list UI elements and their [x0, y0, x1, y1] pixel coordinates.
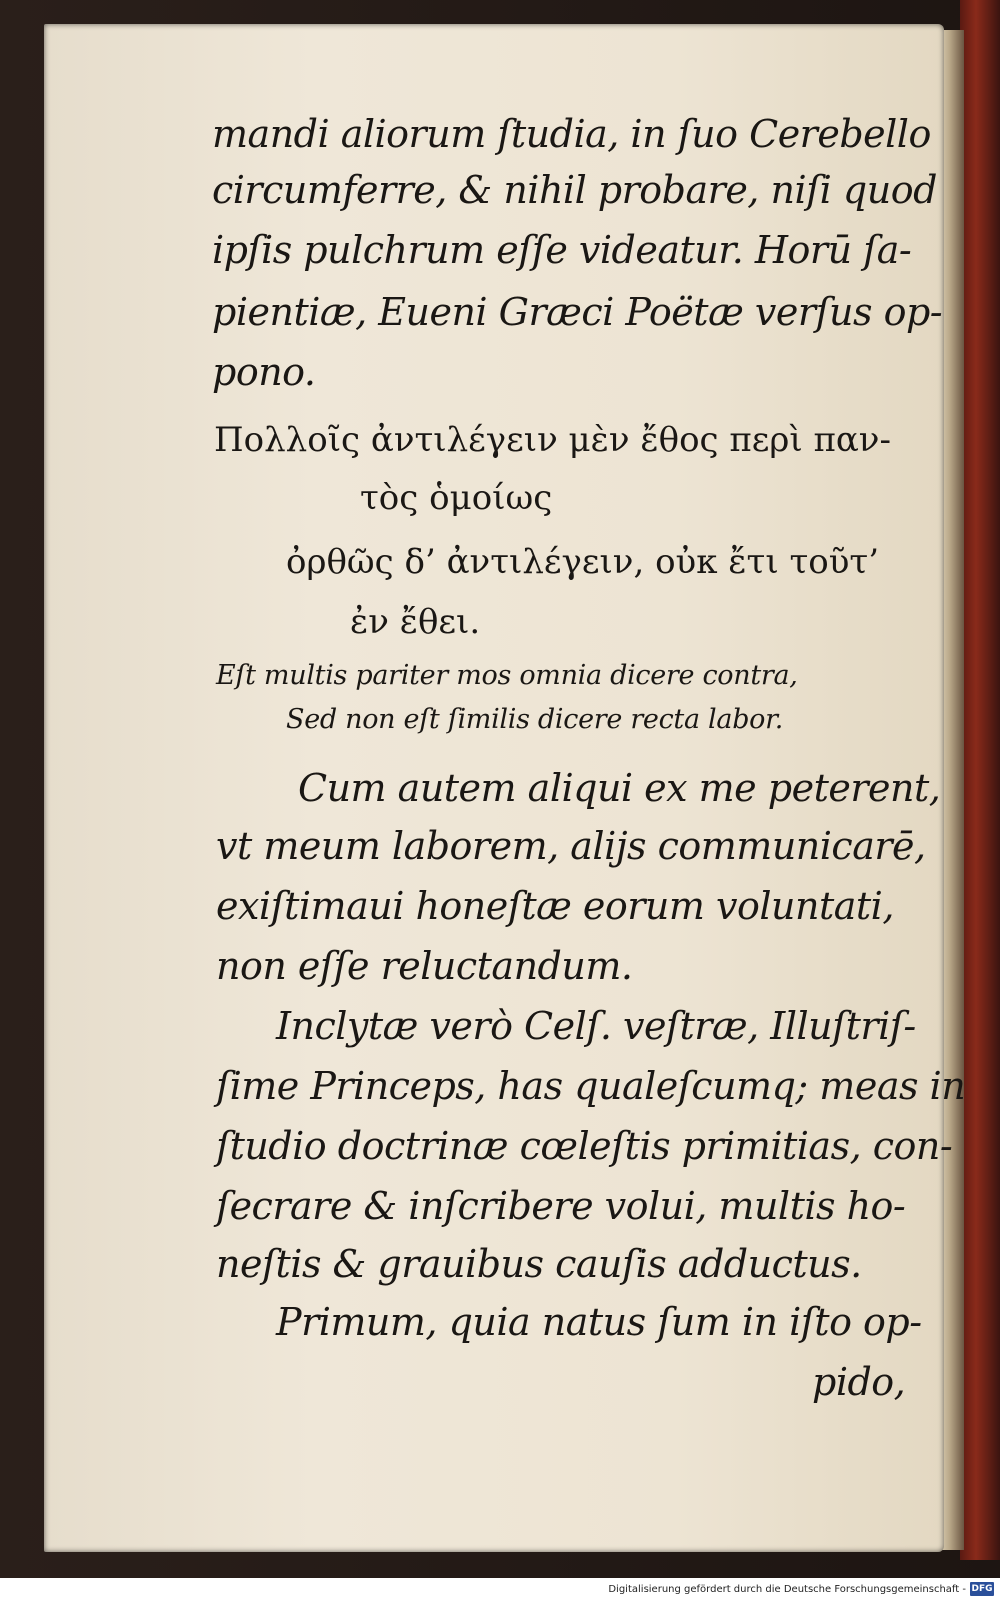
- paragraph2-line-4: non eſſe reluctandum.: [216, 944, 633, 988]
- paragraph3-line-4: ſecrare & inſcribere volui, multis ho-: [216, 1184, 906, 1228]
- paragraph3-line-1: Inclytæ verò Celſ. veſtræ, Illuſtriſ-: [276, 1004, 916, 1048]
- latin-verse-line-2: Sed non eſt ſimilis dicere recta labor.: [286, 704, 784, 735]
- paragraph3-line-5: neſtis & grauibus cauſis adductus.: [216, 1242, 862, 1286]
- greek-line-4: ἐν ἔθει.: [350, 602, 481, 642]
- dfg-logo: DFG: [971, 1584, 993, 1594]
- paragraph3-line-3: ſtudio doctrinæ cœleſtis primitias, con-: [216, 1124, 953, 1168]
- text-line-2: circumferre, & nihil probare, niſi quod: [212, 168, 937, 212]
- paragraph3-line-2: ſime Princeps, has qualeſcumq; meas in: [216, 1064, 966, 1108]
- paragraph2-line-3: exiſtimaui honeſtæ eorum voluntati,: [216, 884, 894, 928]
- greek-line-1: Πολλοῖς ἀντιλέγειν μὲν ἔθος περὶ παν-: [214, 420, 891, 460]
- paragraph4-line-1: Primum, quia natus ſum in iſto op-: [276, 1300, 922, 1344]
- text-line-5: pono.: [212, 350, 316, 394]
- latin-verse-line-1: Eſt multis pariter mos omnia dicere contra,: [216, 660, 798, 691]
- text-line-1: mandi aliorum ſtudia, in ſuo Cerebello: [212, 112, 931, 156]
- book-binding-edge: [960, 0, 1000, 1560]
- text-line-3: ipſis pulchrum eſſe videatur. Horū ſa-: [212, 228, 912, 272]
- catchword: pido,: [812, 1360, 906, 1404]
- paragraph2-line-2: vt meum laborem, alijs communicarē,: [216, 824, 926, 868]
- paragraph2-line-1: Cum autem aliqui ex me peterent,: [298, 766, 941, 810]
- funding-notice: Digitalisierung gefördert durch die Deutsche Forschungsgemeinschaft -: [608, 1584, 966, 1595]
- text-line-4: pientiæ, Eueni Græci Poëtæ verſus op-: [212, 290, 943, 334]
- greek-line-3: ὀρθῶς δ’ ἀντιλέγειν, οὐκ ἔτι τοῦτ’: [286, 542, 880, 582]
- greek-line-2: τὸς ὁμοίως: [360, 478, 553, 518]
